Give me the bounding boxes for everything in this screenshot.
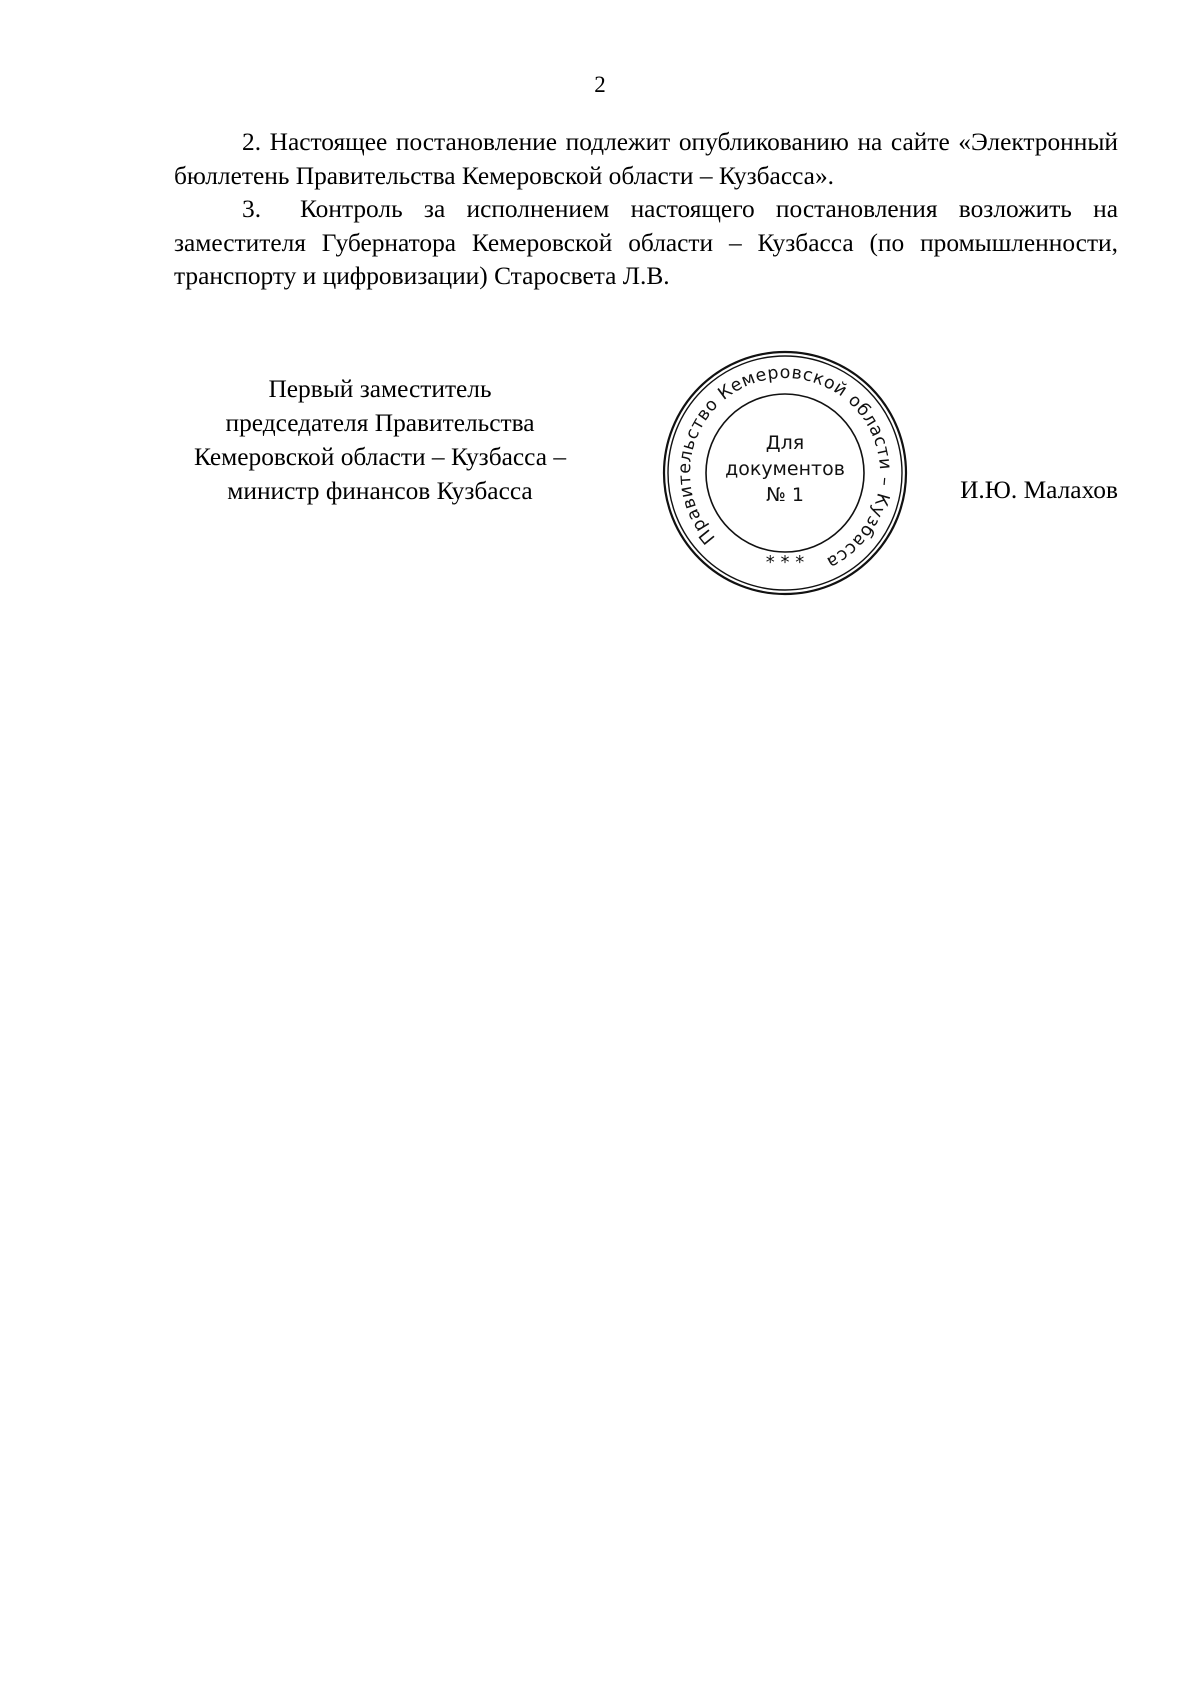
stamp-center-line-3: № 1	[766, 484, 804, 506]
paragraph-3-number: 3.	[242, 195, 262, 223]
stamp-ring-text: Правительство Кемеровской области – Кузбасса	[674, 362, 896, 573]
document-body	[174, 126, 1118, 294]
signer-position-line: министр финансов Кузбасса	[227, 477, 533, 505]
signer-name: И.Ю. Малахов	[960, 476, 1118, 504]
stamp-center-line-1: Для	[765, 432, 805, 454]
stamp-stars: * * *	[765, 552, 805, 573]
page-number: 2	[594, 72, 606, 97]
stamp-center-line-2: документов	[725, 458, 845, 480]
paragraph-3-text: Контроль за исполнением настоящего постановления возложить на заместителя Губернатора Кемеровской области – Кузбасса (по промышленности, транспорту и цифровизации) Старосвета Л.В.	[174, 195, 1118, 290]
paragraph-2: 2. Настоящее постановление подлежит опубликованию на сайте «Электронный бюллетень Правительства Кемеровской области – Кузбасса».	[174, 128, 1118, 190]
paragraph-3	[174, 193, 1118, 294]
signer-position-line: Первый заместитель	[268, 375, 492, 403]
stamp-seal-graphic	[661, 349, 909, 597]
signer-position	[160, 372, 600, 508]
signer-position-line: председателя Правительства	[225, 409, 535, 437]
signer-position-line: Кемеровской области – Кузбасса –	[193, 443, 567, 471]
official-stamp	[661, 349, 909, 597]
